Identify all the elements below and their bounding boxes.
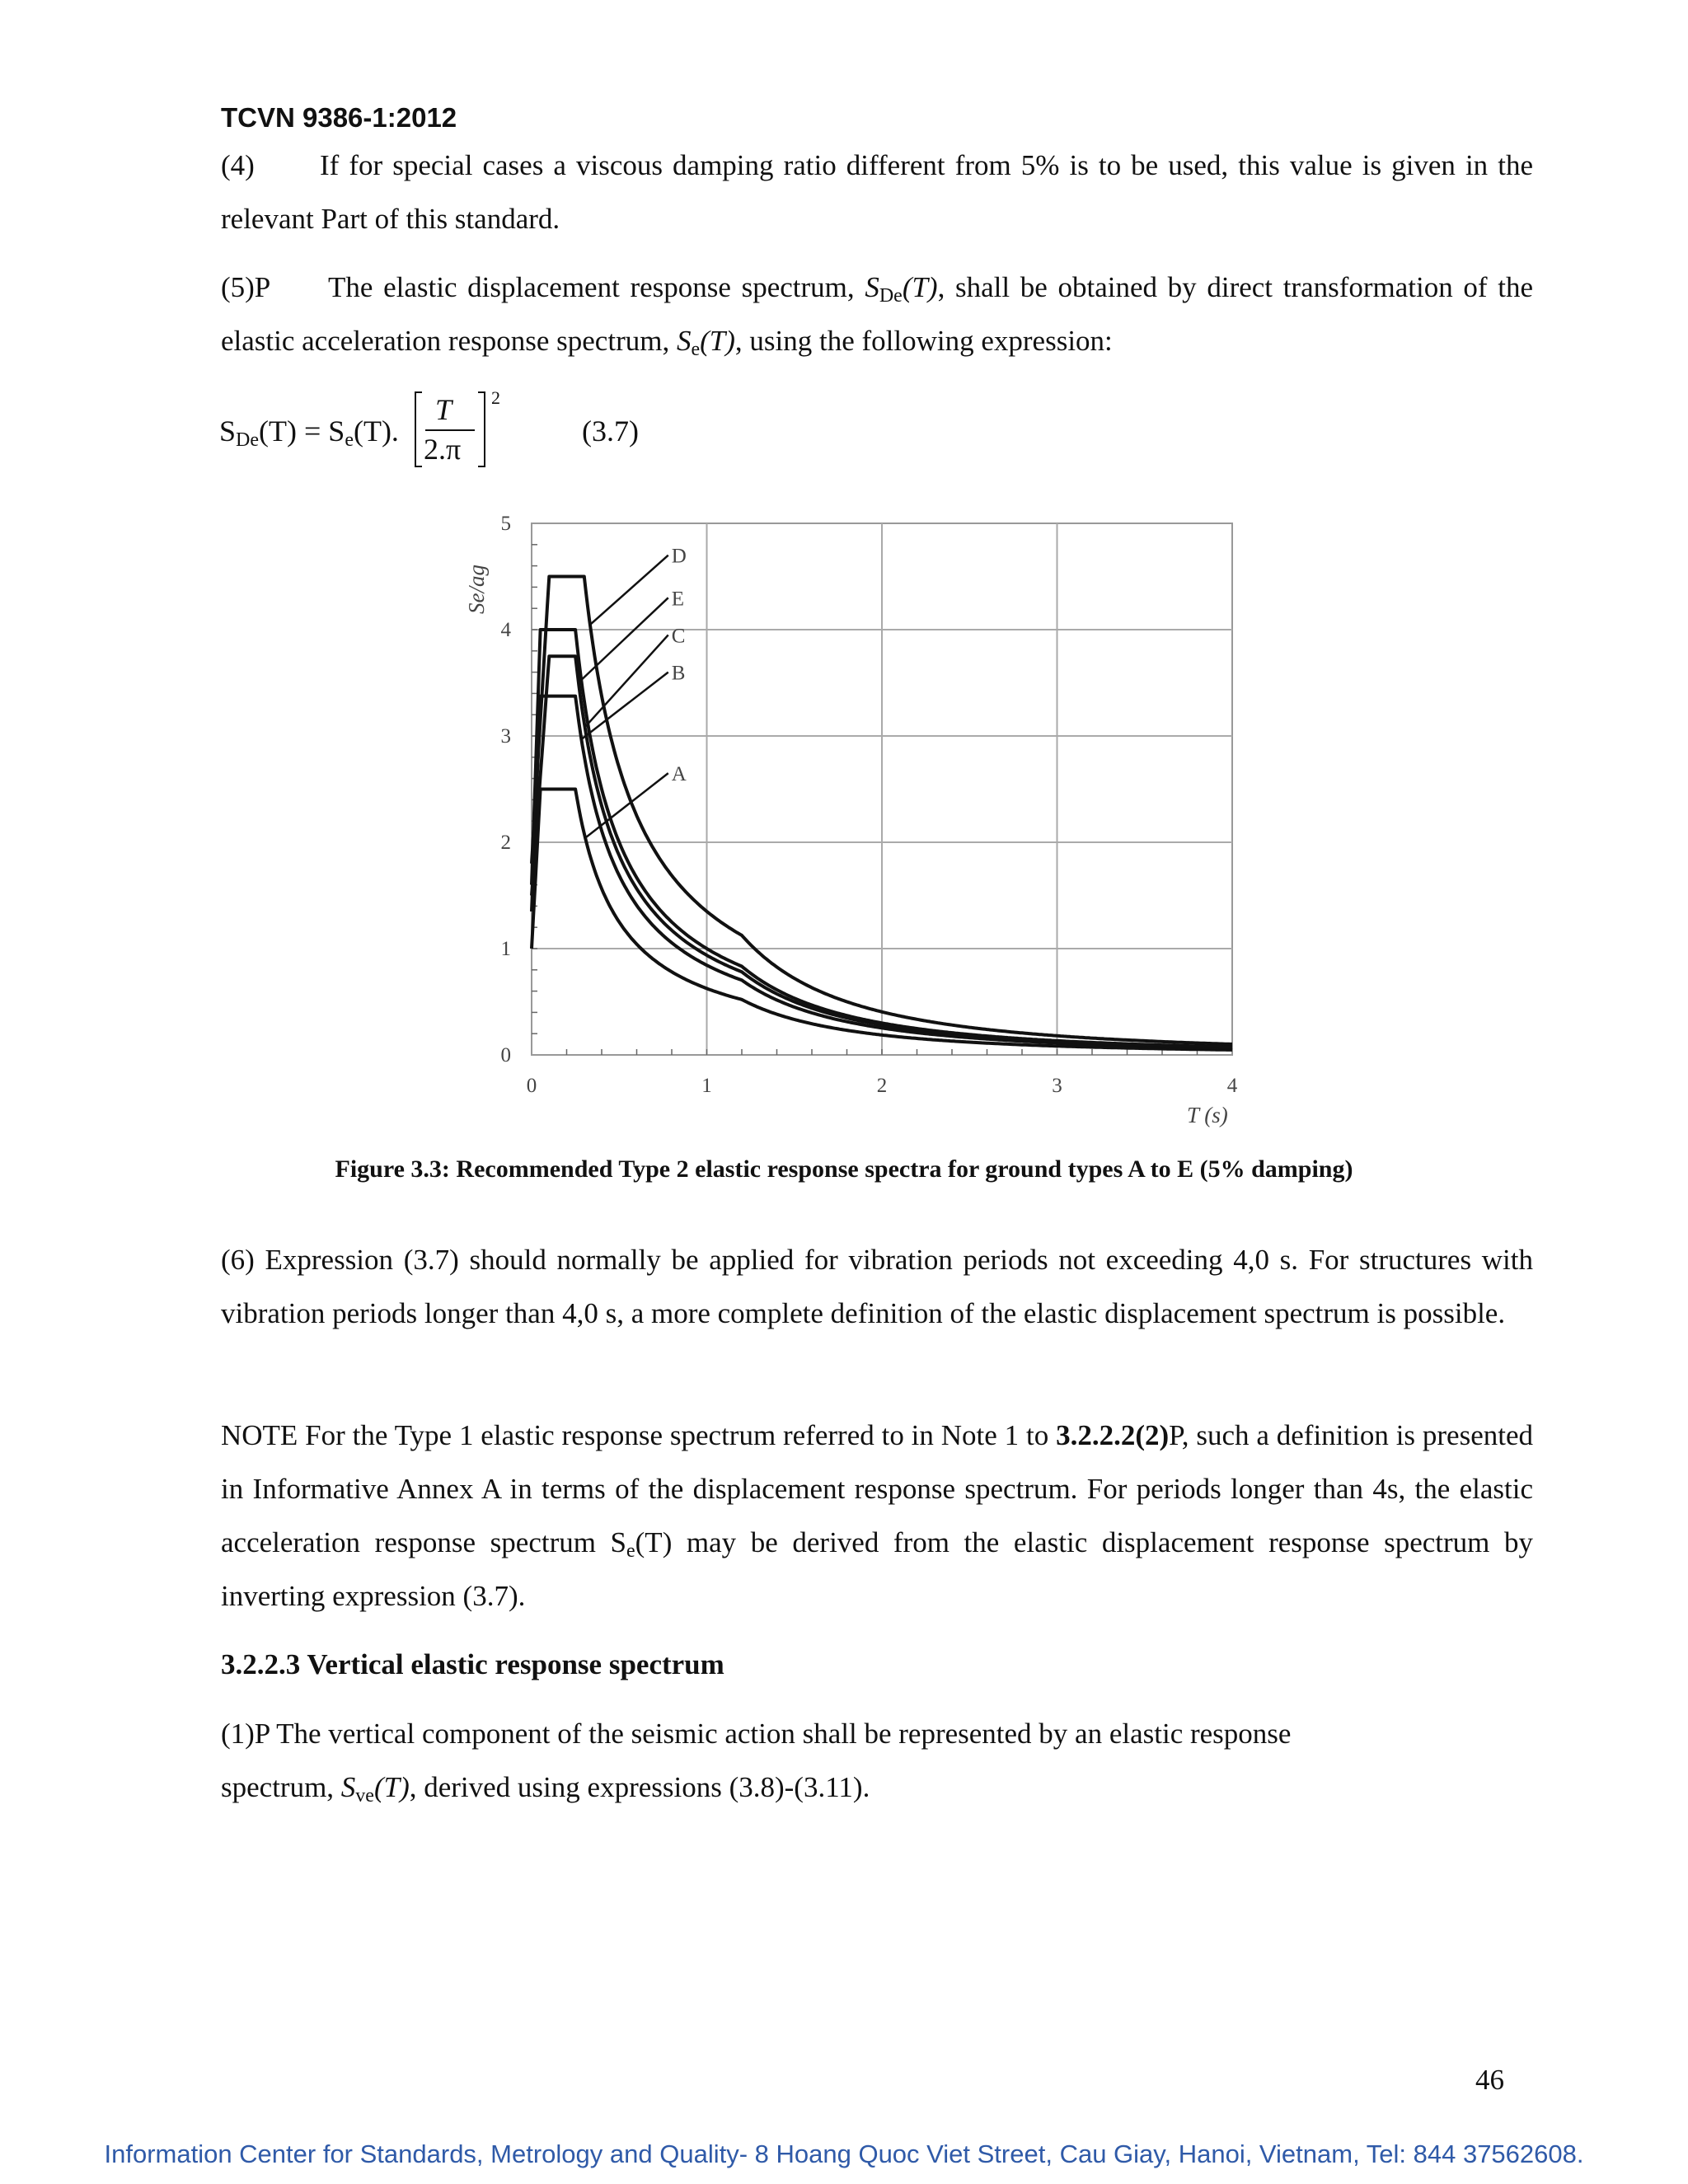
x-tick-label: 0 (526, 1075, 537, 1097)
series-label-c: C (671, 625, 686, 648)
paragraph-number: (5)P (221, 271, 271, 303)
series-label-e: E (671, 588, 685, 611)
section-heading: 3.2.2.3 Vertical elastic response spectrum (221, 1648, 724, 1680)
series-label-a: A (671, 763, 687, 786)
y-axis-label: Se/ag (464, 565, 489, 614)
x-tick-label: 1 (701, 1075, 712, 1097)
series-label-b: B (671, 662, 686, 685)
paragraph-4 (221, 138, 1533, 246)
y-tick-label: 2 (500, 832, 511, 854)
series-leader-d (589, 555, 668, 626)
equation-lhs: $S_{De}(T) = S_e(T)$. (219, 415, 399, 451)
y-tick-label: 4 (500, 619, 511, 641)
y-tick-label: 1 (500, 938, 511, 960)
fraction-bar (425, 429, 475, 431)
clause-reference: 3.2.2.2(2) (1056, 1419, 1170, 1451)
note-paragraph: NOTE For the Type 1 elastic response spectrum referred to in Note 1 to 3.2.2.2(2)P, such a definition is presented in Informative Annex A in terms of the displacement response spectrum. For periods longer than 4s, the elastic acceleration response spectrum $S_e(T)$ may be derived from the elastic displacement response spectrum by inverting expression (3.7). (221, 1419, 1533, 1612)
y-tick-label: 3 (500, 725, 511, 748)
x-tick-label: 4 (1226, 1075, 1238, 1097)
response-spectra-chart (429, 494, 1269, 1146)
paragraph-number: (4) (221, 149, 255, 181)
paragraph-5: (5)P The elastic displacement response spectrum, $S_{De}(T)$, shall be obtained by direct transformation of the elastic acceleration response spectrum, $S_e(T)$, using the following expression: (221, 260, 1533, 368)
x-axis-label: T (s) (1187, 1103, 1228, 1127)
exponent: 2 (491, 387, 500, 408)
y-tick-label: 5 (500, 513, 511, 535)
fraction-denominator: 2.π (424, 433, 462, 466)
x-tick-label: 3 (1052, 1075, 1062, 1097)
footer-contact: Information Center for Standards, Metrology and Quality- 8 Hoang Quoc Viet Street, Cau Giay, Hanoi, Vietnam, Tel: 844 37562608. (104, 2139, 1584, 2168)
fraction-numerator: T (435, 393, 452, 426)
figure-caption: Figure 3.3: Recommended Type 2 elastic response spectra for ground types A to E (5% damping) (335, 1155, 1353, 1183)
paragraph-6: (6) Expression (3.7) should normally be applied for vibration periods not exceeding 4,0 s. For structures with vibration periods longer than 4,0 s, a more complete definition of the elastic displacement spectrum is possible. (221, 1244, 1533, 1329)
series-leader-e (581, 598, 668, 680)
standard-id: TCVN 9386-1:2012 (221, 102, 457, 133)
paragraph-vertical-1: (1)P The vertical component of the seismic action shall be represented by an elastic response spectrum, $S_{ve}(T)$, derived using expressions (3.8)-(3.11). (221, 1718, 1292, 1807)
series-label-d: D (671, 545, 687, 568)
equation-number: (3.7) (582, 415, 639, 448)
page-number: 46 (1475, 2064, 1504, 2096)
chart-svg (429, 494, 1269, 1146)
equation-3-7 (219, 387, 714, 478)
paragraph-text: If for special cases a viscous damping ratio different from 5% is to be used, this value is given in the relevant Part of this standard. (221, 149, 1533, 235)
x-tick-label: 2 (876, 1075, 888, 1097)
y-tick-label: 0 (500, 1044, 511, 1066)
